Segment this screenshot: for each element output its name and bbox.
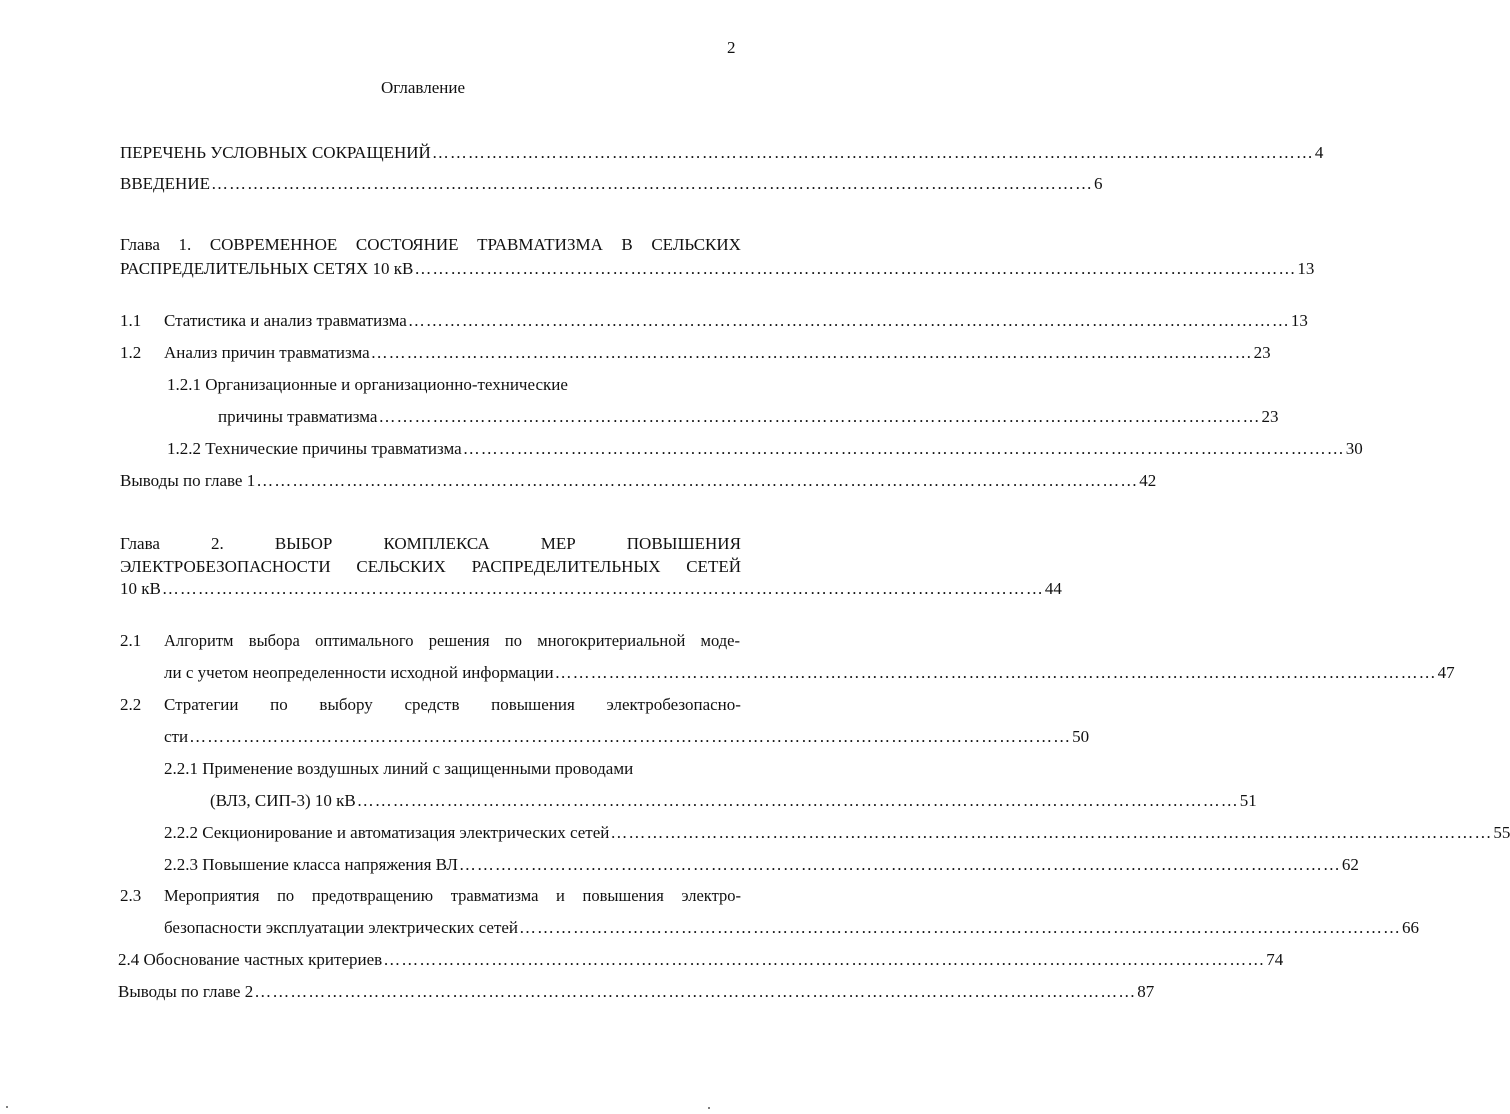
toc-entry-2-2-3[interactable] xyxy=(164,855,1359,875)
item-number: 1.2 xyxy=(120,343,142,362)
entry-text: ПЕРЕЧЕНЬ УСЛОВНЫХ СОКРАЩЕНИЙ xyxy=(120,143,431,162)
dot-leader: ………………………………………………………………………………………………………………………………… xyxy=(414,259,1297,278)
toc-entry-2-4[interactable] xyxy=(118,950,1284,970)
toc-entry-introduction[interactable] xyxy=(120,174,1103,194)
entry-text: РАСПРЕДЕЛИТЕЛЬНЫХ СЕТЯХ 10 кВ xyxy=(120,259,414,278)
dot-leader: ………………………………………………………………………………………………………………………………… xyxy=(254,982,1137,1001)
entry-page: 13 xyxy=(1290,311,1308,330)
entry-text: причины травматизма xyxy=(218,407,378,426)
entry-page: 44 xyxy=(1044,579,1062,598)
toc-entry-1-2-2[interactable] xyxy=(167,439,1363,459)
entry-text: 2.4 Обоснование частных критериев xyxy=(118,950,383,969)
toc-entry-2-2-1-line2[interactable] xyxy=(210,791,1257,811)
entry-page: 55 xyxy=(1493,823,1510,842)
toc-entry-1-1[interactable] xyxy=(164,311,1308,331)
dot-leader: ………………………………………………………………………………………………………………………………… xyxy=(554,663,1437,682)
page-number: 2 xyxy=(727,38,736,57)
toc-entry-2-2-line2[interactable] xyxy=(164,727,1090,747)
entry-text: 2.2.2 Секционирование и автоматизация электрических сетей xyxy=(164,823,610,842)
item-number: 1.1 xyxy=(120,311,142,330)
entry-text: 1.2.2 Технические причины травматизма xyxy=(167,439,462,458)
entry-page: 51 xyxy=(1239,791,1257,810)
entry-text: ВВЕДЕНИЕ xyxy=(120,174,210,193)
entry-text: Выводы по главе 2 xyxy=(118,982,254,1001)
toc-entry-2-2-line1[interactable]: Стратегии по выбору средств повышения электробезопасно- xyxy=(164,695,741,714)
dot-leader: ………………………………………………………………………………………………………………………………… xyxy=(383,950,1266,969)
toc-entry-2-1-line1[interactable]: Алгоритм выбора оптимального решения по многокритериальной моде- xyxy=(164,631,740,650)
entry-page: 66 xyxy=(1402,918,1420,937)
entry-text: Выводы по главе 1 xyxy=(120,471,256,490)
scan-speck xyxy=(6,1106,8,1108)
entry-text: Анализ причин травматизма xyxy=(164,343,370,362)
dot-leader: ………………………………………………………………………………………………………………………………… xyxy=(256,471,1139,490)
dot-leader: ………………………………………………………………………………………………………………………………… xyxy=(431,143,1314,162)
item-number: 2.2 xyxy=(120,695,142,714)
dot-leader: ………………………………………………………………………………………………………………………………… xyxy=(407,311,1290,330)
entry-page: 23 xyxy=(1253,343,1271,362)
dot-leader: ………………………………………………………………………………………………………………………………… xyxy=(378,407,1261,426)
entry-page: 50 xyxy=(1072,727,1090,746)
dot-leader: ………………………………………………………………………………………………………………………………… xyxy=(189,727,1072,746)
dot-leader: ………………………………………………………………………………………………………………………………… xyxy=(370,343,1253,362)
toc-entry-conclusions-2[interactable] xyxy=(118,982,1155,1002)
entry-page: 23 xyxy=(1261,407,1279,426)
entry-page: 13 xyxy=(1297,259,1315,278)
entry-text: (ВЛЗ, СИП-3) 10 кВ xyxy=(210,791,356,810)
item-number: 2.3 xyxy=(120,886,142,905)
dot-leader: ………………………………………………………………………………………………………………………………… xyxy=(356,791,1239,810)
chapter1-heading-line2[interactable] xyxy=(120,259,1315,279)
entry-page: 42 xyxy=(1139,471,1157,490)
entry-page: 62 xyxy=(1341,855,1359,874)
entry-page: 4 xyxy=(1314,143,1324,162)
dot-leader: ………………………………………………………………………………………………………………………………… xyxy=(462,439,1345,458)
page-title: Оглавление xyxy=(381,78,465,97)
toc-entry-1-2[interactable] xyxy=(164,343,1271,363)
entry-text: 10 кВ xyxy=(120,579,161,598)
entry-page: 74 xyxy=(1266,950,1284,969)
entry-text: Статистика и анализ травматизма xyxy=(164,311,407,330)
chapter2-heading-line1[interactable]: Глава 2. ВЫБОР КОМПЛЕКСА МЕР ПОВЫШЕНИЯ xyxy=(120,534,741,553)
entry-text: 2.2.3 Повышение класса напряжения ВЛ xyxy=(164,855,458,874)
toc-entry-conclusions-1[interactable] xyxy=(120,471,1157,491)
dot-leader: ………………………………………………………………………………………………………………………………… xyxy=(519,918,1402,937)
dot-leader: ………………………………………………………………………………………………………………………………… xyxy=(458,855,1341,874)
entry-text: сти xyxy=(164,727,189,746)
item-number: 2.1 xyxy=(120,631,142,650)
toc-entry-2-3-line2[interactable] xyxy=(164,918,1420,938)
chapter2-heading-line2[interactable]: ЭЛЕКТРОБЕЗОПАСНОСТИ СЕЛЬСКИХ РАСПРЕДЕЛИТЕЛЬНЫХ СЕТЕЙ xyxy=(120,557,741,576)
entry-page: 6 xyxy=(1093,174,1103,193)
dot-leader: ………………………………………………………………………………………………………………………………… xyxy=(161,579,1044,598)
dot-leader: ………………………………………………………………………………………………………………………………… xyxy=(210,174,1093,193)
scan-speck xyxy=(708,1107,710,1109)
entry-page: 30 xyxy=(1345,439,1363,458)
toc-entry-1-2-1-line2[interactable] xyxy=(218,407,1279,427)
toc-entry-2-1-line2[interactable] xyxy=(164,663,1455,683)
toc-entry-1-2-1-line1[interactable]: 1.2.1 Организационные и организационно-технические xyxy=(167,375,568,394)
toc-entry-2-2-2[interactable] xyxy=(164,823,1510,843)
chapter2-heading-line3[interactable] xyxy=(120,579,1062,599)
entry-text: безопасности эксплуатации электрических сетей xyxy=(164,918,519,937)
toc-entry-2-2-1-line1[interactable]: 2.2.1 Применение воздушных линий с защищенными проводами xyxy=(164,759,634,778)
chapter1-heading-line1[interactable]: Глава 1. СОВРЕМЕННОЕ СОСТОЯНИЕ ТРАВМАТИЗМА В СЕЛЬСКИХ xyxy=(120,235,741,254)
toc-entry-2-3-line1[interactable]: Мероприятия по предотвращению травматизма и повышения электро- xyxy=(164,886,741,905)
dot-leader: ………………………………………………………………………………………………………………………………… xyxy=(610,823,1493,842)
entry-text: ли с учетом неопределенности исходной информации xyxy=(164,663,554,682)
entry-page: 47 xyxy=(1437,663,1455,682)
toc-entry-abbreviations[interactable] xyxy=(120,143,1324,163)
entry-page: 87 xyxy=(1137,982,1155,1001)
